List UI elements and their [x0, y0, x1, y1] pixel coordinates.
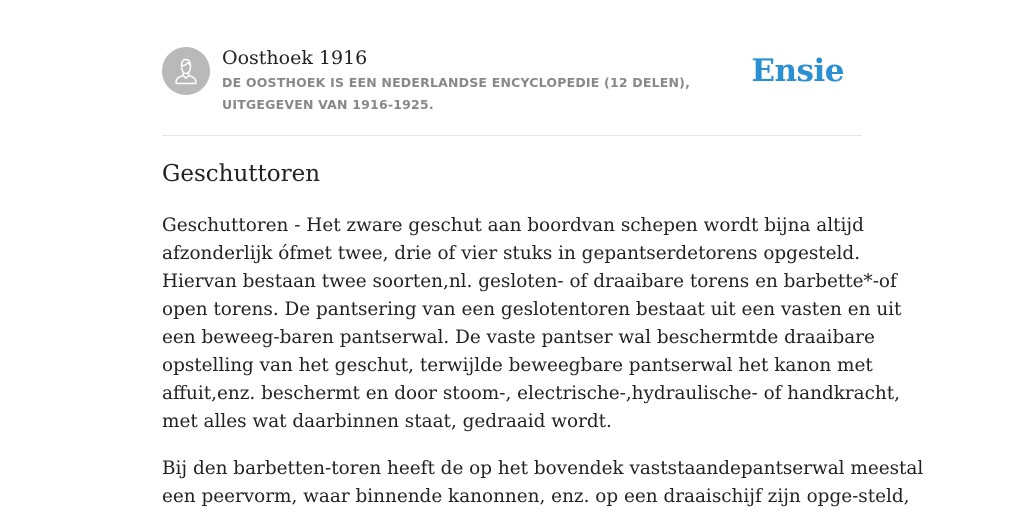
avatar[interactable] [162, 47, 210, 95]
text-line: Geschuttoren - Het zware geschut aan boordvan schepen wordt bijna altijd [162, 215, 864, 236]
text-line: Bij den barbetten-toren heeft de op het bovendek vaststaandepantserwal meestal [162, 458, 924, 479]
text-line: een beweeg-baren pantserwal. De vaste pantser wal beschermtde draaibare [162, 327, 875, 348]
user-silhouette-icon [162, 47, 210, 95]
ensie-logo[interactable]: Ensie [751, 53, 844, 89]
header-divider [162, 135, 862, 136]
article-title: Geschuttoren [162, 161, 321, 187]
text-line: Hiervan bestaan twee soorten,nl. gesloten- of draaibare torens en barbette*-of [162, 271, 897, 292]
paragraph [162, 212, 902, 436]
paragraph [162, 455, 924, 511]
text-line: afzonderlijk ófmet twee, drie of vier stuks in gepantserdetorens opgesteld. [162, 243, 861, 264]
text-line: opstelling van het geschut, terwijlde beweegbare pantserwal het kanon met [162, 355, 873, 376]
text-line: met alles wat daarbinnen staat, gedraaid wordt. [162, 411, 612, 432]
text-line: affuit,enz. beschermt en door stoom-, electrische-,hydraulische- of handkracht, [162, 383, 900, 404]
text-line: open torens. De pantsering van een geslotentoren bestaat uit een vasten en uit [162, 299, 902, 320]
text-line: een peervorm, waar binnende kanonnen, enz. op een draaischijf zijn opge-steld, [162, 486, 910, 507]
source-title[interactable]: Oosthoek 1916 [222, 47, 368, 69]
source-description: DE OOSTHOEK IS EEN NEDERLANDSE ENCYCLOPEDIE (12 DELEN), UITGEGEVEN VAN 1916-1925. [222, 75, 691, 112]
source-header [162, 46, 862, 118]
article-body [162, 212, 924, 512]
